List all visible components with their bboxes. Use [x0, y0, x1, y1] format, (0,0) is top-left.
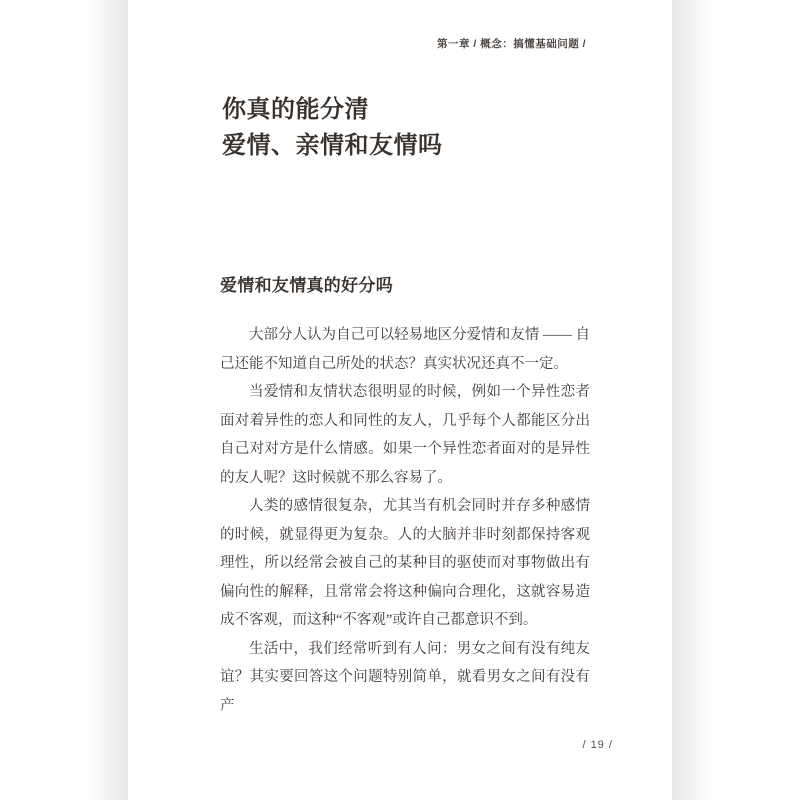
paragraph-1: 大部分人认为自己可以轻易地区分爱情和友情 —— 自己还能不知道自己所处的状态？真实状况还真不一定。: [220, 327, 590, 372]
paragraph-2: 当爱情和友情状态很明显的时候，例如一个异性恋者面对着异性的恋人和同性的友人，几乎每个人都能区分出自己对对方是什么情感。如果一个异性恋者面对的是异性的友人呢？这时候就不那么容易了。: [220, 384, 590, 486]
running-header: 第一章 / 概念：搞懂基础问题 /: [437, 38, 587, 50]
chapter-title-line-1: 你真的能分清: [222, 96, 369, 123]
section-heading: 爱情和友情真的好分吗: [220, 276, 393, 295]
page-edge-shadow-right: [672, 0, 714, 800]
chapter-title: [222, 92, 443, 164]
body-text: [220, 321, 590, 720]
paragraph-3: 人类的感情很复杂，尤其当有机会同时并存多种感情的时候，就显得更为复杂。人的大脑并非时刻都保持客观理性，所以经常会被自己的某种目的驱使而对事物做出有偏向性的解释，且常常会将这种偏向合理化，这就容易造成不客观，而这种“不客观”或许自己都意识不到。: [220, 498, 590, 628]
page-number: / 19 /: [582, 739, 613, 751]
chapter-title-line-2: 爱情、亲情和友情吗: [222, 132, 443, 159]
page-edge-shadow-left: [86, 0, 128, 800]
paragraph-4: 生活中，我们经常听到有人问：男女之间有没有纯友谊？其实要回答这个问题特别简单，就看男女之间有没有产: [220, 640, 590, 714]
